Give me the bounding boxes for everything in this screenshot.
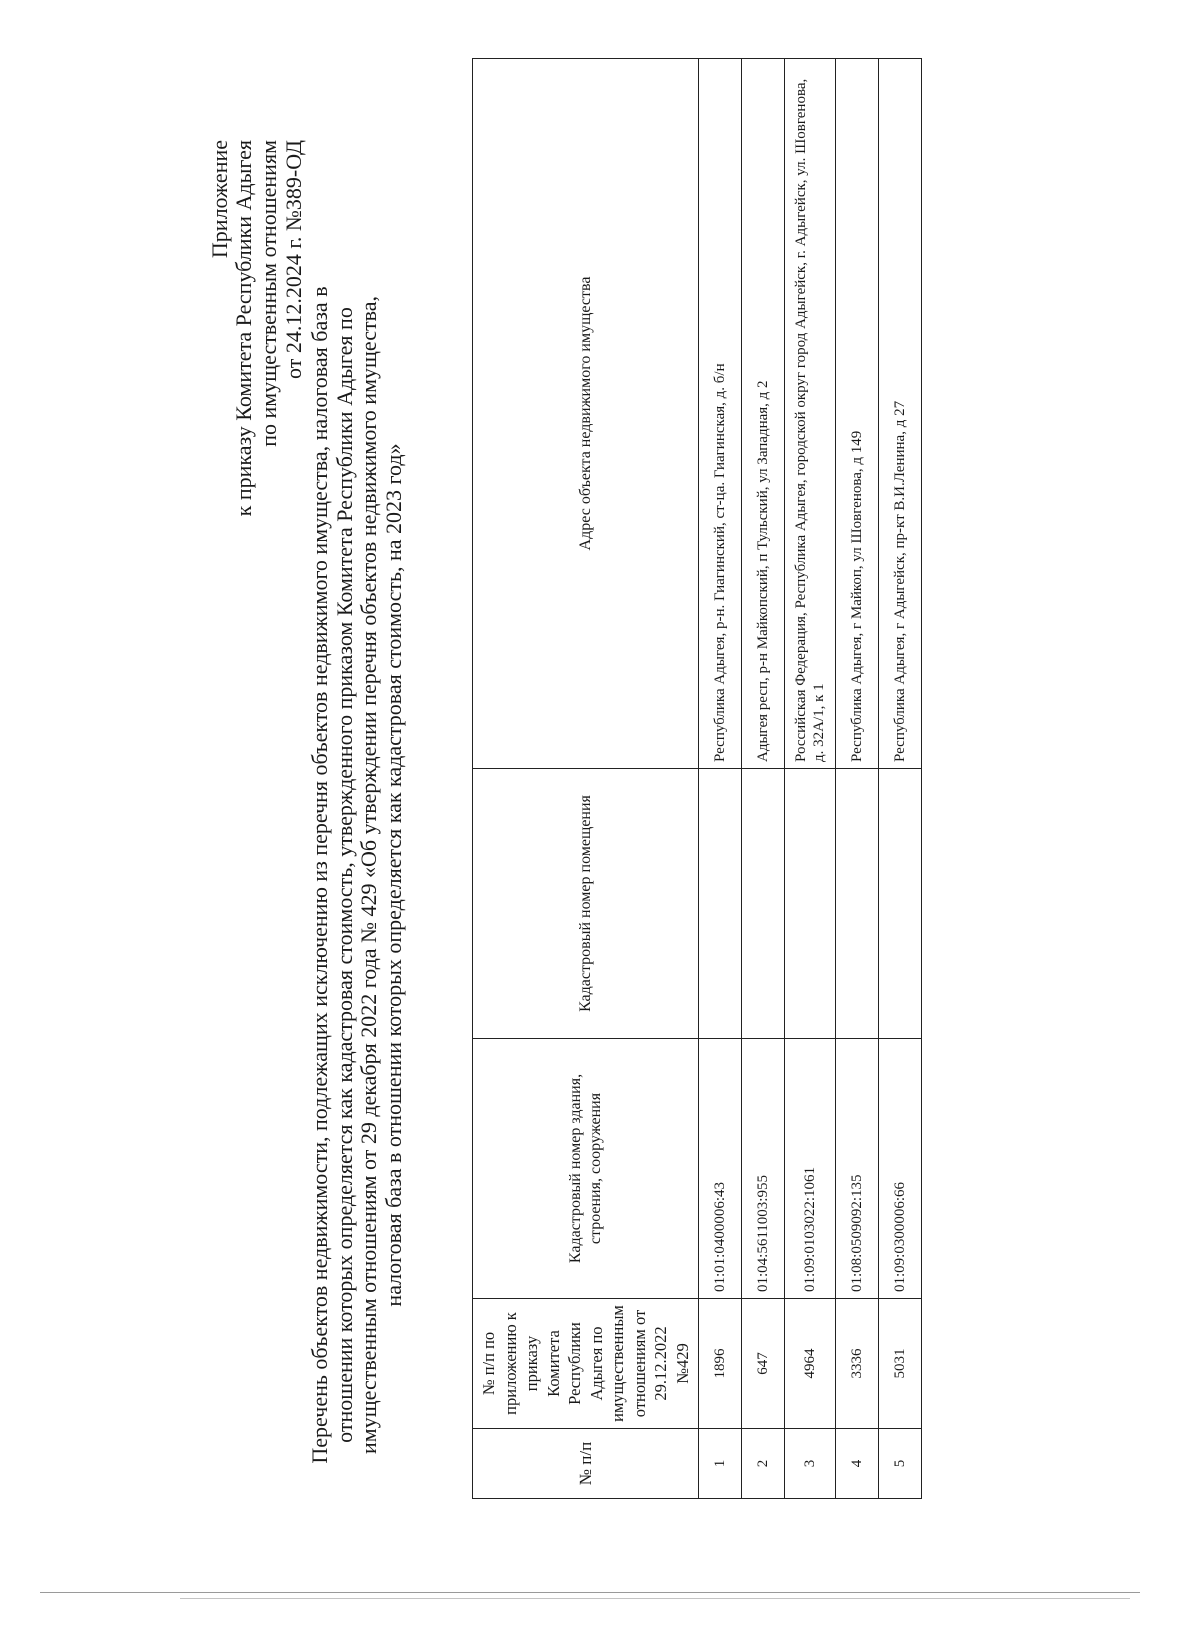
cell-room: [742, 769, 785, 1039]
scan-edge-line: [180, 1598, 1130, 1599]
header-ref: № п/п по приложению к приказу Комитета Республики Адыгея по имущественным отношениям от 29.12.2022 №429: [473, 1299, 699, 1429]
cell-ref: 1896: [699, 1299, 742, 1429]
cell-num: 4: [836, 1429, 879, 1499]
cell-address: Российская Федерация, Республика Адыгея, городской округ город Адыгейск, г. Адыгейск, ул. Шовгенова, д. 32А/1, к 1: [785, 59, 836, 769]
document-title: Перечень объектов недвижимости, подлежащих исключению из перечня объектов недвижимого имущества, налоговая база в отношении которых определяется как кадастровая стоимость, утвержденного приказом Комитета Республики Адыгея по имущественным отношениям от 29 декабря 2022 года № 429 «Об утверждении перечня объектов недвижимого имущества, налоговая база в отношении которых определяется как кадастровая стоимость, на 2023 год»: [307, 286, 406, 1464]
cell-room: [699, 769, 742, 1039]
cell-room: [836, 769, 879, 1039]
cell-room: [879, 769, 922, 1039]
appendix-label: Приложение: [207, 140, 232, 259]
header-building-cadastral: Кадастровый номер здания, строения, сооружения: [473, 1039, 699, 1299]
cell-ref: 3336: [836, 1299, 879, 1429]
header-address: Адрес объекта недвижимого имущества: [473, 59, 699, 769]
cell-building: 01:01:0400006:43: [699, 1039, 742, 1299]
cell-num: 2: [742, 1429, 785, 1499]
table-row: [879, 59, 922, 1499]
header-room-cadastral: Кадастровый номер помещения: [473, 769, 699, 1039]
property-table: [472, 58, 922, 1499]
cell-address: Адыгея респ, р-н Майкопский, п Тульский, ул Западная, д 2: [742, 59, 785, 769]
appendix-committee: по имущественным отношениям: [256, 140, 281, 447]
table-row: [836, 59, 879, 1499]
table-row: [742, 59, 785, 1499]
cell-building: 01:09:0103022:1061: [785, 1039, 836, 1299]
header-num: № п/п: [473, 1429, 699, 1499]
cell-ref: 5031: [879, 1299, 922, 1429]
table-row: [785, 59, 836, 1499]
cell-address: Республика Адыгея, г Майкоп, ул Шовгенова, д 149: [836, 59, 879, 769]
scan-edge-line: [40, 1592, 1140, 1593]
appendix-order-ref: к приказу Комитета Республики Адыгея: [231, 140, 256, 517]
cell-ref: 647: [742, 1299, 785, 1429]
table-header-row: [473, 59, 699, 1499]
cell-building: 01:09:0300006:66: [879, 1039, 922, 1299]
cell-num: 5: [879, 1429, 922, 1499]
cell-ref: 4964: [785, 1299, 836, 1429]
cell-building: 01:04:5611003:955: [742, 1039, 785, 1299]
cell-address: Республика Адыгея, г Адыгейск, пр-кт В.И.Ленина, д 27: [879, 59, 922, 769]
cell-address: Республика Адыгея, р-н. Гиагинский, ст-ца. Гиагинская, д. б/н: [699, 59, 742, 769]
cell-building: 01:08:0509092:135: [836, 1039, 879, 1299]
table-row: [699, 59, 742, 1499]
cell-room: [785, 769, 836, 1039]
cell-num: 3: [785, 1429, 836, 1499]
cell-num: 1: [699, 1429, 742, 1499]
appendix-date: от 24.12.2024 г. №389-ОД: [281, 140, 306, 379]
